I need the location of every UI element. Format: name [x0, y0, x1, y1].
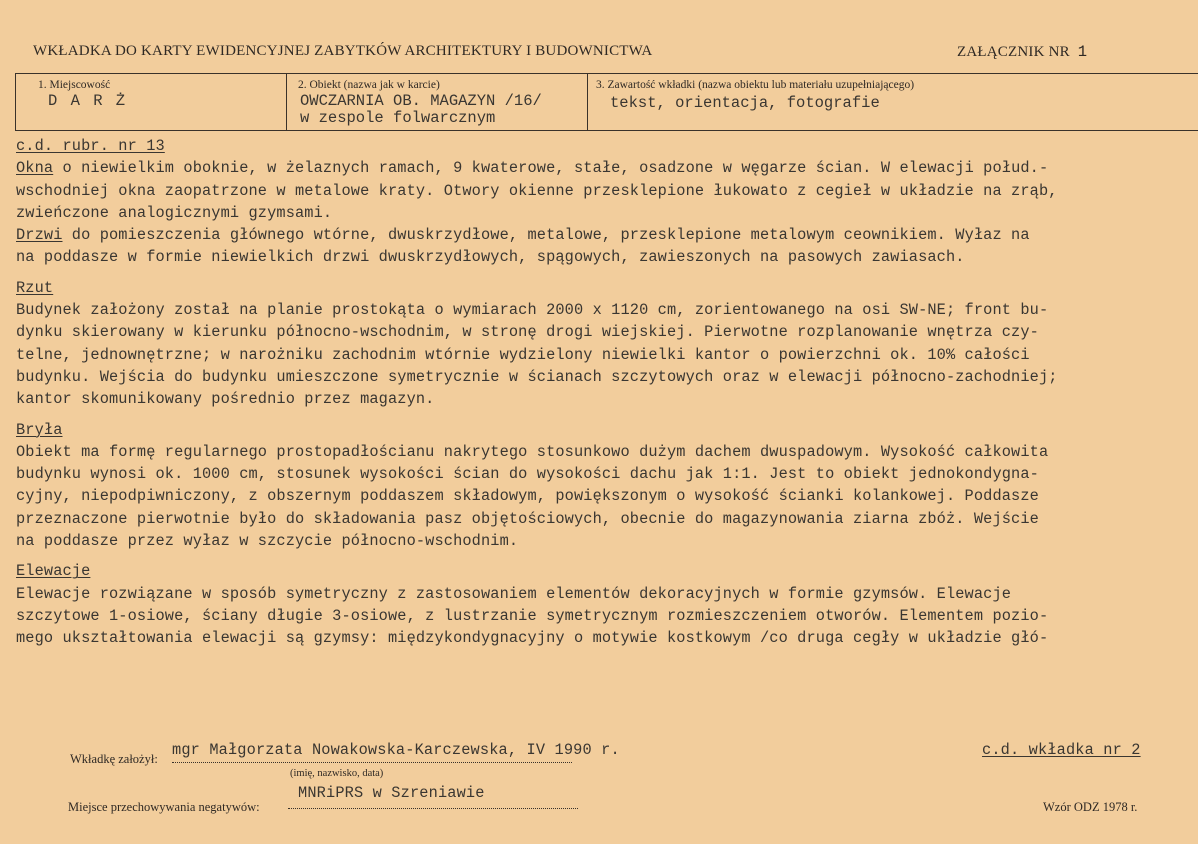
- elewacje-line-3: mego ukształtowania elewacji są gzymsy: międzykondygnacyjny o motywie kostkowym /co druga cegły w układzie głó-: [16, 629, 1049, 648]
- form-number: Wzór ODZ 1978 r.: [1043, 800, 1138, 814]
- field-3-value: tekst, orientacja, fotografie: [610, 94, 880, 112]
- drzwi-line-2: na poddasze w formie niewielkich drzwi dwuskrzydłowych, spągowych, zawieszonych na pasowych zawiasach.: [16, 248, 965, 267]
- rzut-heading: Rzut: [16, 278, 54, 297]
- field-3-label: 3. Zawartość wkładki (nazwa obiektu lub materiału uzupełniającego): [596, 79, 915, 91]
- rzut-line-2: dynku skierowany w kierunku północno-wschodnim, w stronę drogi wiejskiej. Pierwotne rozplanowanie wnętrza czy-: [16, 323, 1039, 342]
- rzut-line-4: budynku. Wejścia do budynku umieszczone symetrycznie w ścianach szczytowych oraz w elewacji północno-zachodniej;: [16, 367, 1058, 386]
- elewacje-line-1: Elewacje rozwiązane w sposób symetryczny z zastosowaniem elementów dekoracyjnych w formie gzymsów. Elewacje: [16, 584, 1012, 603]
- field-2-label: 2. Obiekt (nazwa jak w karcie): [298, 79, 440, 91]
- bryla-heading: Bryła: [16, 420, 63, 439]
- continuation-text: c.d. rubr. nr 13: [16, 137, 165, 155]
- rzut-line-3: telne, jednownętrzne; w narożniku zachodnim wtórnie wydzielony niewielki kantor o powierzchni ok. 10% całości: [16, 345, 1030, 364]
- okna-line-3: zwieńczone analogicznymi gzymsami.: [16, 203, 333, 222]
- elewacje-heading-line: [16, 560, 1194, 582]
- continuation-note: [16, 135, 1194, 157]
- annex-label-text: ZAŁĄCZNIK NR: [957, 44, 1070, 60]
- drzwi-heading: Drzwi: [16, 226, 63, 245]
- author-label: Wkładkę założył:: [70, 752, 158, 766]
- rzut-line-1: Budynek założony został na planie prostokąta o wymiarach 2000 x 1120 cm, zorientowanego na osi SW-NE; front bu-: [16, 301, 1049, 320]
- bryla-line-5: na poddasze przez wyłaz w szczycie północno-wschodnim.: [16, 532, 519, 551]
- field-2-value-line2: w zespole folwarcznym: [300, 109, 496, 127]
- annex-number: 1: [1077, 43, 1088, 61]
- author-caption: (imię, nazwisko, data): [290, 768, 384, 779]
- okna-text: o niewielkim oboknie, w żelaznych ramach, 9 kwaterowe, stałe, osadzone w węgarze ścian. W elewacji połud.-: [53, 159, 1049, 178]
- bryla-line-2: budynku wynosi ok. 1000 cm, stosunek wysokości ścian do wysokości dachu jak 1:1. Jest to obiekt jednokondygna-: [16, 465, 1039, 484]
- bryla-line-4: przeznaczone pierwotnie było do składowania pasz objętościowych, obecnie do magazynowania ziarna zbóż. Wejście: [16, 509, 1039, 528]
- continued-text: c.d. wkładka nr 2: [982, 741, 1141, 759]
- okna-heading: Okna: [16, 159, 54, 178]
- elewacje-line-2: szczytowe 1-osiowe, ściany długie 3-osiowe, z lustrzanie symetrycznym rozmieszczeniem otworów. Elementem pozio-: [16, 606, 1049, 625]
- field-2-value-line1: OWCZARNIA OB. MAGAZYN /16/: [300, 92, 542, 110]
- fields-bottom-rule: [15, 130, 1198, 131]
- drzwi-paragraph-line: [16, 224, 1194, 246]
- okna-paragraph-line: [16, 157, 1194, 179]
- field-1-label: 1. Miejscowość: [38, 79, 111, 91]
- author-value: mgr Małgorzata Nowakowska-Karczewska, IV 1990 r.: [172, 741, 620, 759]
- storage-dotted-line: [288, 808, 578, 809]
- continued-note: [982, 741, 1141, 759]
- fields-divider-1: [286, 73, 287, 130]
- fields-divider-2: [587, 73, 588, 130]
- bryla-line-3: cyjny, niepodpiwniczony, z obszernym poddaszem składowym, powiększonym o wysokość ścianki kolankowej. Poddasze: [16, 487, 1039, 506]
- storage-value: MNRiPRS w Szreniawie: [298, 784, 485, 802]
- bryla-heading-line: [16, 419, 1194, 441]
- okna-line-2: wschodniej okna zaopatrzone w metalowe kraty. Otwory okienne przesklepione łukowato z cegieł w układzie na zrąb,: [16, 181, 1058, 200]
- document-body: [16, 135, 1194, 650]
- header-rule: [15, 73, 1198, 74]
- author-dotted-line: [172, 762, 572, 763]
- elewacje-heading: Elewacje: [16, 562, 91, 581]
- rzut-line-5: kantor skomunikowany pośrednio przez magazyn.: [16, 390, 435, 409]
- form-title: WKŁADKA DO KARTY EWIDENCYJNEJ ZABYTKÓW ARCHITEKTURY I BUDOWNICTWA: [33, 43, 653, 59]
- bryla-line-1: Obiekt ma formę regularnego prostopadłościanu nakrytego stosunkowo dużym dachem dwuspadowym. Wysokość całkowita: [16, 442, 1049, 461]
- field-1-value: D A R Ż: [48, 92, 128, 110]
- fields-left-border: [15, 73, 16, 130]
- storage-label: Miejsce przechowywania negatywów:: [68, 800, 260, 814]
- rzut-heading-line: [16, 277, 1194, 299]
- annex-label: [957, 43, 1087, 61]
- drzwi-text: do pomieszczenia głównego wtórne, dwuskrzydłowe, metalowe, przesklepione metalowym ceownikiem. Wyłaz na: [62, 226, 1030, 245]
